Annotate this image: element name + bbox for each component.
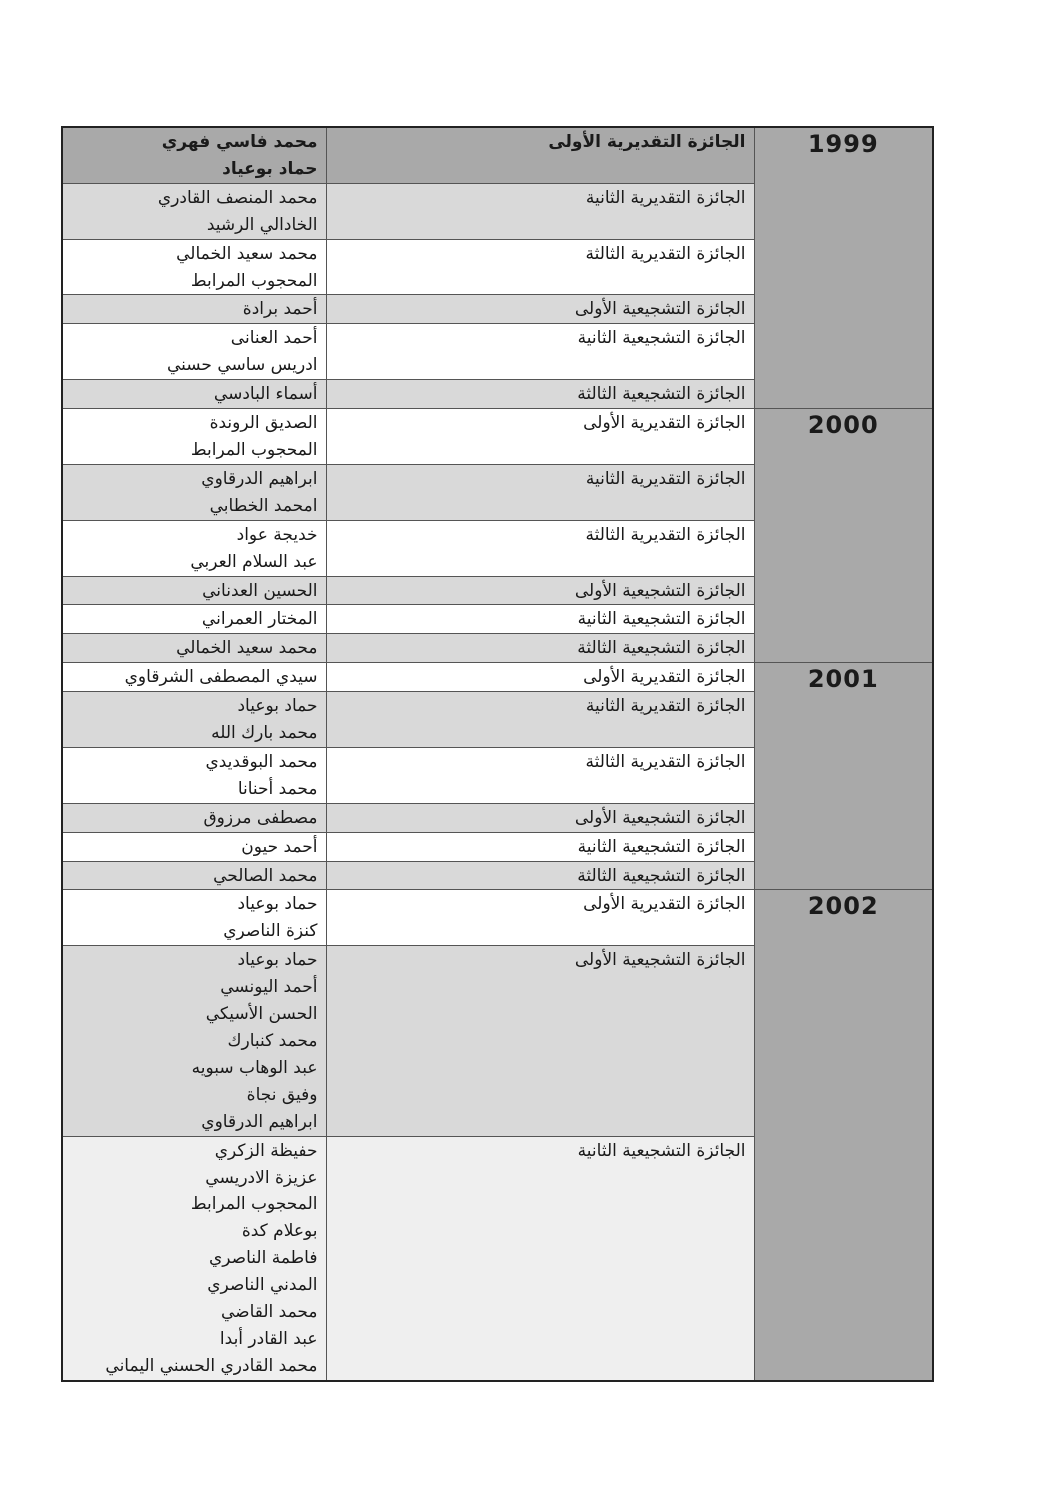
winners-cell [62,409,326,465]
winner-name: محمد القادري الحسني اليماني [105,1355,318,1376]
winner-name: وفيق نجاة [246,1084,318,1105]
winners-cell [62,861,326,890]
prize-label: الجائزة التقديرية الثانية [326,692,754,748]
winners-cell [62,692,326,748]
winner-name: ابراهيم الدرقاوي [201,1111,318,1132]
year-cell: 2000 [754,409,933,663]
winners-cell [62,605,326,634]
winner-name: محمد البوقديدي [205,751,318,772]
awards-table-body [62,127,933,1381]
prize-label: الجائزة التشجيعية الثالثة [326,861,754,890]
winners-cell [62,663,326,692]
prize-label: الجائزة التشجيعية الثانية [326,832,754,861]
winner-name: حماد بوعياد [237,950,318,971]
winner-name: أحمد حيون [241,836,318,857]
winner-name: الحسين العدناني [202,580,318,601]
winner-name: محمد سعيد الخمالي [176,638,318,659]
prize-label: الجائزة التشجيعية الثالثة [326,634,754,663]
winners-cell [62,832,326,861]
prize-label: الجائزة التشجيعية الأولى [326,576,754,605]
winners-cell [62,239,326,295]
award-row [62,890,933,946]
winner-name: ابراهيم الدرقاوي [201,468,318,489]
winner-name: محمد الصالحي [213,865,318,886]
winner-name: المدني الناصري [207,1275,318,1296]
prize-label: الجائزة التشجيعية الأولى [326,295,754,324]
winner-name: أسماء البادسي [213,384,318,405]
winners-cell [62,464,326,520]
winners-cell [62,183,326,239]
winner-name: عبد السلام العربي [190,551,318,572]
awards-table [61,126,934,1382]
award-row [62,663,933,692]
prize-label: الجائزة التشجيعية الثانية [326,324,754,380]
winner-name: عبد الوهاب سبويه [191,1057,318,1078]
winner-name: الصديق الروندة [209,413,318,434]
winner-name: فاطمة الناصري [208,1248,318,1269]
winner-name: المحجوب المرابط [190,270,318,291]
winner-name: الخادالي الرشيد [206,214,318,235]
winners-cell [62,324,326,380]
winners-cell [62,634,326,663]
winner-name: سيدي المصطفى الشرقاوي [124,667,318,688]
prize-label: الجائزة التقديرية الأولى [326,409,754,465]
winner-name: حماد بوعياد [222,158,318,179]
winner-name: عبد القادر أبدا [219,1328,318,1349]
winner-name: محمد بارك الله [211,723,318,744]
year-cell: 1999 [754,127,933,409]
winner-name: حماد بوعياد [237,696,318,717]
winner-name: محمد فاسي فهري [161,132,318,152]
winner-name: خديجة عواد [236,524,318,545]
award-row [62,409,933,465]
prize-label: الجائزة التقديرية الثالثة [326,239,754,295]
winners-cell [62,946,326,1136]
winner-name: بوعلام كدة [241,1221,318,1242]
winner-name: مصطفى مرزوق [203,807,318,828]
winner-name: أحمد العنانى [230,328,318,349]
winners-cell [62,127,326,183]
prize-label: الجائزة التشجيعية الأولى [326,946,754,1136]
prize-label: الجائزة التقديرية الثالثة [326,520,754,576]
prize-label: الجائزة التقديرية الثالثة [326,747,754,803]
winner-name: عزيزة الادريسي [205,1167,318,1188]
winners-cell [62,576,326,605]
prize-label: الجائزة التقديرية الأولى [326,127,754,183]
prize-label: الجائزة التقديرية الأولى [326,663,754,692]
prize-label: الجائزة التقديرية الأولى [326,890,754,946]
winners-cell [62,890,326,946]
winner-name: المحجوب المرابط [190,1194,318,1215]
winners-cell [62,1136,326,1381]
winner-name: محمد كنبارك [227,1031,318,1051]
award-row [62,127,933,183]
winners-cell [62,520,326,576]
prize-label: الجائزة التشجيعية الأولى [326,803,754,832]
winner-name: كنزة الناصري [223,921,318,942]
prize-label: الجائزة التقديرية الثانية [326,464,754,520]
winner-name: أحمد اليونسي [220,977,318,998]
winner-name: الحسن الأسيكي [205,1004,318,1025]
winner-name: محمد أحنانا [237,778,318,799]
winner-name: حماد بوعياد [237,894,318,915]
winner-name: محمد سعيد الخمالي [176,243,318,264]
winner-name: محمد القاضي [220,1302,318,1323]
prize-label: الجائزة التقديرية الثانية [326,183,754,239]
winner-name: المحجوب المرابط [190,439,318,460]
winners-cell [62,747,326,803]
winner-name: امحمد الخطابي [209,495,318,516]
winner-name: المختار العمراني [201,609,318,630]
prize-label: الجائزة التشجيعية الثانية [326,605,754,634]
winners-cell [62,803,326,832]
winner-name: أحمد برادة [242,299,318,320]
prize-label: الجائزة التشجيعية الثانية [326,1136,754,1381]
winner-name: حفيظة الزكري [214,1140,318,1161]
year-cell: 2002 [754,890,933,1381]
winners-cell [62,295,326,324]
winner-name: ادريس ساسي حسني [166,355,318,376]
year-cell: 2001 [754,663,933,890]
winner-name: محمد المنصف القادري [157,187,318,208]
prize-label: الجائزة التشجيعية الثالثة [326,380,754,409]
winners-cell [62,380,326,409]
